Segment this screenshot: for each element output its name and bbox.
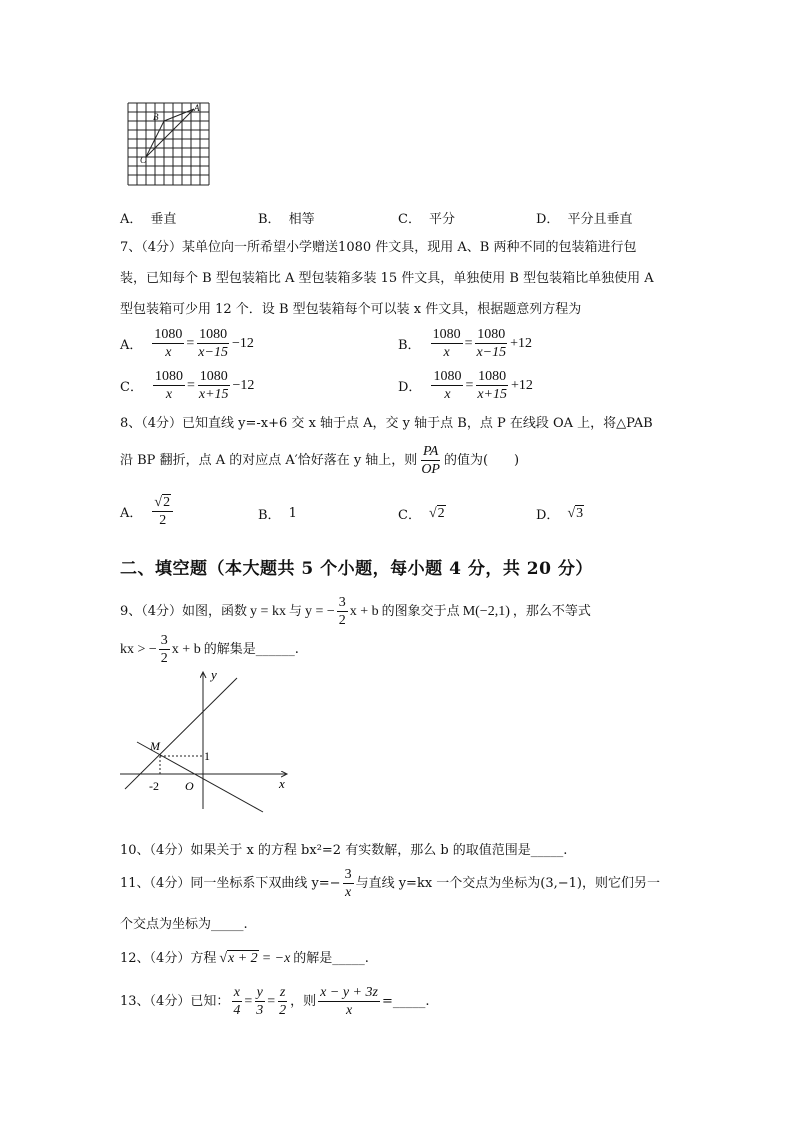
q6-option-a[interactable] [120,208,176,227]
q8-line2-pre: 沿 BP 翻折，点 A 的对应点 A′恰好落在 y 轴上，则 [120,452,418,468]
q12-tail: 的解是_____. [293,950,369,966]
q13-f2-den: 3 [256,1003,264,1018]
q8-frac-num: PA [422,444,439,459]
q11-line-2: 个交点为坐标为_____. [120,917,248,932]
q9-l2-frac-den: 2 [160,651,168,666]
q6-option-a-label: A． [120,212,143,227]
q13-mid: ，则 [290,993,317,1009]
label-a: A [194,103,200,113]
q12-line: 12、（4分）方程 √ x + 2 = −x 的解是_____. [120,950,369,966]
q8-a-den: 2 [159,513,167,528]
q8-option-a[interactable]: A． $\frac{√2}{2}$ [120,494,175,529]
q6-option-a-text: 垂直 [150,212,177,227]
q7-d-den1: x [444,387,451,402]
q8-option-b-text: 1 [288,506,297,521]
q9-func2-post: x + b [349,603,379,619]
q6-option-b[interactable] [258,208,315,227]
q9-line-2 [120,632,299,667]
q7-a-num2: 1080 [199,327,228,342]
q7-d-num1: 1080 [433,369,462,384]
q12-pre: 12、（4分）方程 [120,950,217,966]
graph-x-label: x [279,776,285,791]
q7-b-eq: = [464,335,473,351]
q7-b-num1: 1080 [432,327,461,342]
q13-f3-den: 2 [279,1003,287,1018]
q7-c-eq: = [186,377,195,393]
q7-d-eq: = [465,377,474,393]
q8-frac-den: OP [421,462,440,477]
q8-d-radicand: 3 [576,506,584,521]
q7-b-tail: +12 [510,335,533,351]
q6-option-b-label: B． [258,212,281,227]
q8-line-2 [120,443,519,478]
q8-line-1: 8、（4分）已知直线 y=-x+6 交 x 轴于点 A，交 y 轴于点 B，点 P 在线段 OA 上，将△PAB [120,416,653,431]
q9-frac-num: 3 [338,595,346,610]
q9-post: 的图象交于点 [381,603,460,619]
q7-option-d-label: D． [398,380,422,395]
q7-option-a-label: A． [120,338,143,353]
q6-option-d-text: 平分且垂直 [567,212,633,227]
q6-option-d-label: D． [536,212,560,227]
q11-post: 与直线 y=kx 一个交点为坐标为(3,−1)，则它们另一 [355,875,660,891]
q9-func1: y = kx [250,603,286,619]
graph-y-label: y [211,667,217,682]
q7-c-tail: −12 [232,377,255,393]
q13-f2-num: y [256,985,263,1000]
q13-tail: =_____. [381,993,430,1009]
q13-pre: 13、（4分）已知： [120,993,230,1009]
q8-option-b[interactable] [258,504,297,523]
q6-option-b-text: 相等 [288,212,315,227]
q6-option-c[interactable] [398,208,455,227]
q8-a-radicand: 2 [163,495,171,510]
label-b: B [153,112,159,122]
q7-b-num2: 1080 [477,327,506,342]
q7-d-num2: 1080 [478,369,507,384]
q9-pre: 9、（4分）如图，函数 [120,603,248,619]
q8-option-d-label: D． [536,508,560,523]
q6-option-c-label: C． [398,212,421,227]
q6-option-c-text: 平分 [428,212,455,227]
q13-f4-den: x [345,1003,353,1018]
q13-line: 13、（4分）已知： $\frac{x}{4}$ = $\frac{y}{3}$ = $\frac{z}{2}$ ，则 $\frac{x - y + 3z}{x}$ =_____. [120,985,430,1018]
q9-func2-pre: y = − [304,603,335,619]
q11-frac-num: 3 [344,867,352,882]
q7-line-3: 型包装箱可少用 12 个．设 B 型包装箱每个可以装 x 件文具，根据题意列方程为 [120,302,582,317]
q9-mid: 与 [288,603,302,619]
graph-m-label: M [150,739,160,753]
q10-text: 10、（4分）如果关于 x 的方程 bx²=2 有实数解，那么 b 的取值范围是_____. [120,843,568,858]
q8-c-radicand: 2 [437,506,445,521]
q7-c-num2: 1080 [199,369,228,384]
q7-d-den2: x+15 [477,387,508,402]
q7-line-2: 装，已知每个 B 型包装箱比 A 型包装箱多装 15 件文具，单独使用 B 型包装箱比单独使用 A [120,271,654,286]
q11-pre: 11、（4分）同一坐标系下双曲线 y=− [120,875,341,891]
q7-d-tail: +12 [511,377,533,393]
q11-line-1 [120,866,660,901]
q12-radicand: x + 2 [228,951,258,966]
graph-one-label: 1 [204,749,210,763]
section-2-title: 二、填空题（本大题共 5 个小题，每小题 4 分，共 20 分） [120,559,593,579]
q7-a-den1: x [165,345,172,360]
q11-frac-den: x [344,885,352,900]
q7-option-d[interactable] [398,368,533,403]
line-kx [125,678,237,789]
q9-line-1 [120,594,591,629]
q13-f4-num: x − y + 3z [320,985,378,1000]
q8-line2-post: 的值为( ) [443,452,520,468]
q6-option-d[interactable] [536,208,632,227]
q7-b-den2: x−15 [476,345,507,360]
q7-a-tail: −12 [231,335,254,351]
q9-point: M(−2,1) [462,603,510,619]
q8-option-c[interactable]: C． √ 2 [398,505,445,523]
q7-a-den2: x−15 [198,345,228,360]
graph-o-label: O [185,779,194,793]
q7-a-num1: 1080 [154,327,183,342]
graph-neg2-label: -2 [149,779,159,793]
q7-c-den1: x [165,387,173,402]
q7-b-den1: x [443,345,450,360]
q13-f1-num: x [233,985,240,1000]
q7-option-c-label: C． [120,380,143,395]
q8-option-c-label: C． [398,508,421,523]
q7-a-eq: = [186,335,195,351]
q7-option-b-label: B． [398,338,421,353]
q9-l2-pre: kx > − [120,641,157,657]
q9-l2-frac-num: 3 [160,633,168,648]
q7-option-b[interactable] [398,326,532,361]
q7-option-c[interactable] [120,368,254,403]
q8-option-b-label: B． [258,508,281,523]
q9-graph [115,664,295,814]
label-c: C [140,155,147,165]
q9-tail: ，那么不等式 [512,603,591,619]
q7-c-num1: 1080 [154,369,183,384]
q13-f3-num: z [279,985,286,1000]
q8-option-a-label: A． [120,506,143,521]
q7-line-1: 7、（4分）某单位向一所希望小学赠送1080 件文具，现用 A、B 两种不同的包装箱进行包 [120,240,637,255]
q13-f1-den: 4 [233,1003,241,1018]
q7-option-a[interactable] [120,326,254,361]
grid-figure [124,100,216,190]
q12-post: = −x [261,950,291,966]
q8-option-d[interactable]: D． √ 3 [536,505,584,523]
q7-c-den2: x+15 [198,387,229,402]
q9-l2-post: x + b [171,641,201,657]
q9-frac-den: 2 [338,613,346,628]
q9-l2-tail: 的解集是______. [203,641,299,657]
